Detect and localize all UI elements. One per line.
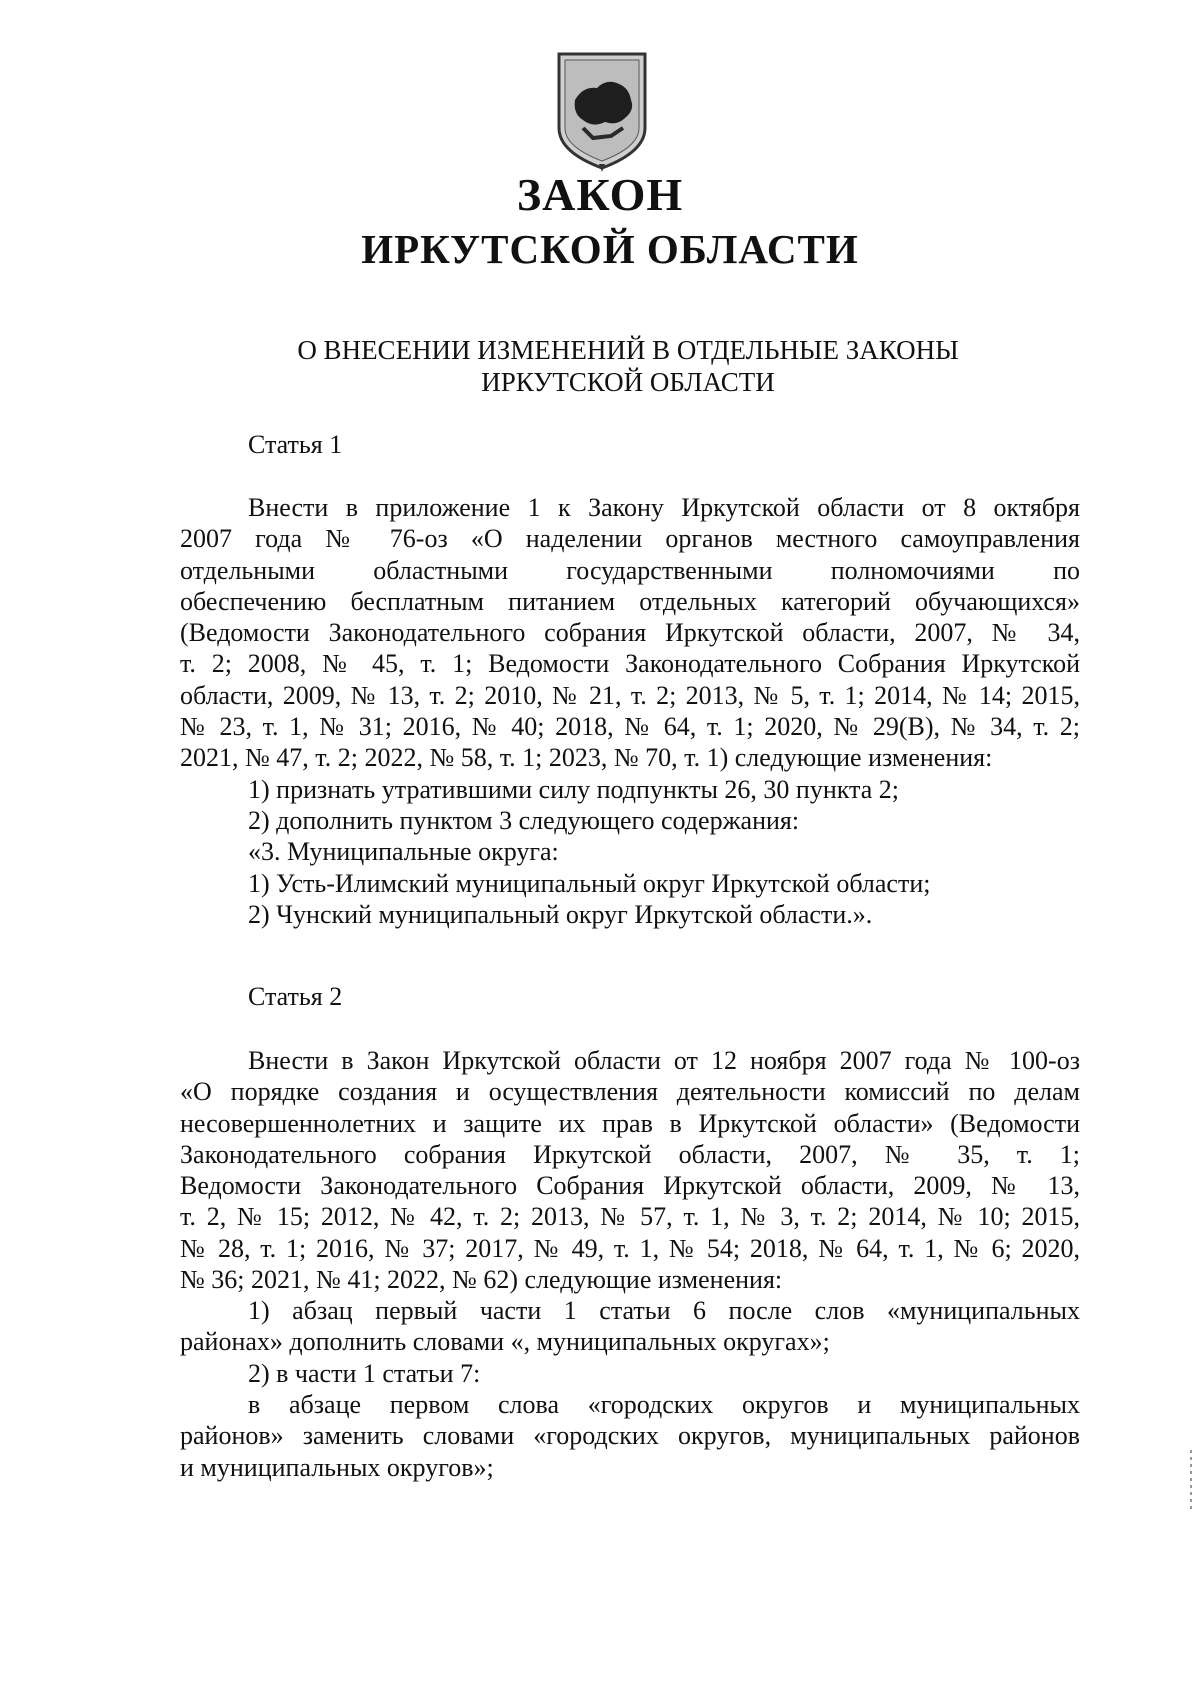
scan-margin-mark — [1190, 1450, 1192, 1510]
paragraph-line: районах» дополнить словами «, муниципальных округах»; — [180, 1327, 830, 1357]
paragraph-line: обеспечению бесплатным питанием отдельных категорий обучающихся» — [180, 586, 1080, 616]
article-1-item-2: 2) дополнить пунктом 3 следующего содержания: — [248, 806, 800, 835]
law-name-line-1: О ВНЕСЕНИИ ИЗМЕНЕНИЙ В ОТДЕЛЬНЫЕ ЗАКОНЫ — [297, 335, 959, 365]
paragraph-line: Законодательного собрания Иркутской области, 2007, № 35, т. 1; — [180, 1139, 1080, 1169]
law-name — [0, 334, 1200, 398]
paragraph-line: отдельными областными государственными полномочиями по — [180, 555, 1080, 585]
paragraph-line: № 28, т. 1; 2016, № 37; 2017, № 49, т. 1, № 54; 2018, № 64, т. 1, № 6; 2020, — [180, 1233, 1080, 1263]
article-1-item-1: 1) признать утратившими силу подпункты 26, 30 пункта 2; — [248, 775, 899, 804]
document-title: ЗАКОН — [516, 169, 684, 220]
article-2-intro — [180, 1045, 1080, 1295]
paragraph-line: т. 2, № 15; 2012, № 42, т. 2; 2013, № 57, т. 1, № 3, т. 2; 2014, № 10; 2015, — [180, 1202, 1080, 1232]
paragraph-line: в абзаце первом слова «городских округов и муниципальных — [248, 1390, 1080, 1419]
document-region-title: ИРКУТСКОЙ ОБЛАСТИ — [361, 226, 859, 272]
law-name-line-2: ИРКУТСКОЙ ОБЛАСТИ — [481, 367, 775, 397]
paragraph-line: 2021, № 47, т. 2; 2022, № 58, т. 1; 2023, № 70, т. 1) следующие изменения: — [180, 743, 993, 773]
paragraph-line: области, 2009, № 13, т. 2; 2010, № 21, т. 2; 2013, № 5, т. 1; 2014, № 14; 2015, — [180, 680, 1080, 710]
coat-of-arms-icon — [553, 48, 651, 172]
article-2-item-2: 2) в части 1 статьи 7: — [248, 1359, 481, 1388]
article-1-item-4: 1) Усть-Илимский муниципальный округ Иркутской области; — [248, 869, 931, 898]
paragraph-line: несовершеннолетних и защите их прав в Иркутской области» (Ведомости — [180, 1108, 1080, 1138]
paragraph-line: «О порядке создания и осуществления деятельности комиссий по делам — [180, 1077, 1080, 1107]
paragraph-line: Внести в Закон Иркутской области от 12 ноября 2007 года № 100-оз — [248, 1046, 1080, 1075]
article-2-heading: Статья 2 — [248, 982, 343, 1011]
paragraph-line: 2007 года № 76-оз «О наделении органов местного самоуправления — [180, 524, 1080, 554]
paragraph-line: № 36; 2021, № 41; 2022, № 62) следующие изменения: — [180, 1265, 783, 1295]
paragraph-line: т. 2; 2008, № 45, т. 1; Ведомости Законодательного Собрания Иркутской — [180, 649, 1080, 679]
paragraph-line: (Ведомости Законодательного собрания Иркутской области, 2007, № 34, — [180, 618, 1080, 648]
article-1-item-5: 2) Чунский муниципальный округ Иркутской области.». — [248, 900, 873, 929]
article-2-item-2-sub — [180, 1389, 1080, 1483]
paragraph-line: Ведомости Законодательного Собрания Иркутской области, 2009, № 13, — [180, 1171, 1080, 1201]
paragraph-line: 1) абзац первый части 1 статьи 6 после слов «муниципальных — [248, 1296, 1080, 1325]
article-2-item-1 — [180, 1295, 1080, 1358]
article-1-heading: Статья 1 — [248, 430, 343, 459]
paragraph-line: № 23, т. 1, № 31; 2016, № 40; 2018, № 64, т. 1; 2020, № 29(В), № 34, т. 2; — [180, 712, 1080, 742]
article-1-item-3: «3. Муниципальные округа: — [248, 837, 559, 866]
article-1-intro — [180, 492, 1080, 774]
paragraph-line: и муниципальных округов»; — [180, 1452, 494, 1482]
paragraph-line: Внести в приложение 1 к Закону Иркутской области от 8 октября — [248, 493, 1080, 522]
paragraph-line: районов» заменить словами «городских округов, муниципальных районов — [180, 1421, 1080, 1451]
